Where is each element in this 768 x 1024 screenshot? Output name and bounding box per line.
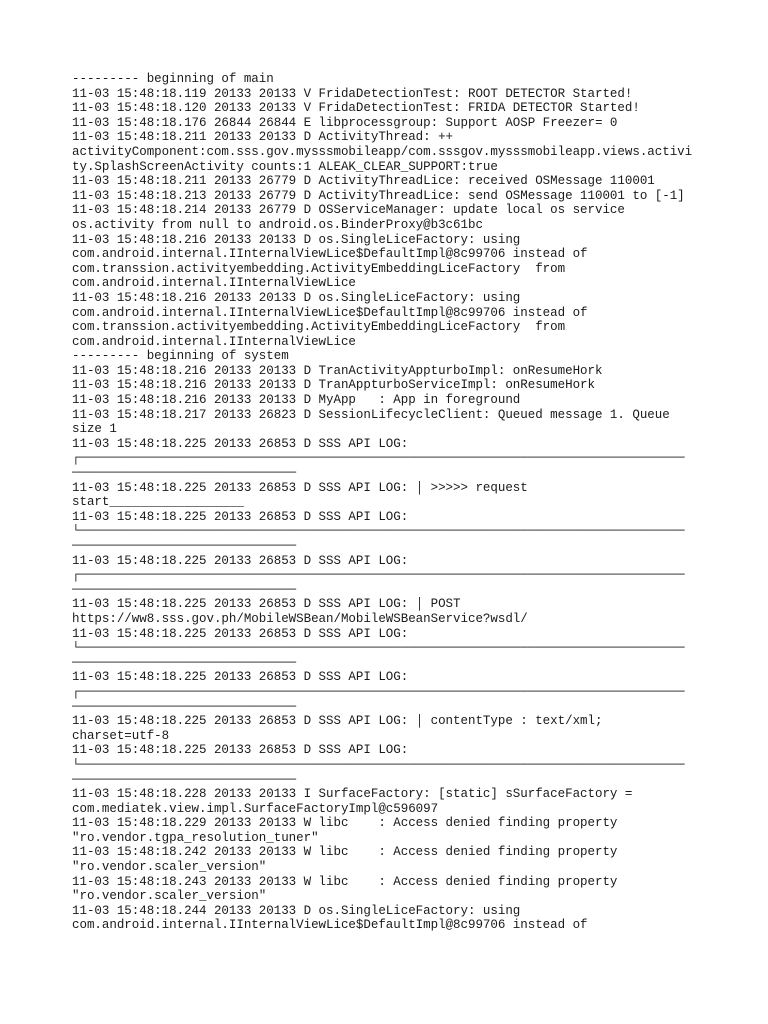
log-line: 11-03 15:48:18.216 20133 20133 D os.SingleLiceFactory: using	[72, 290, 521, 305]
log-line: 11-03 15:48:18.225 20133 26853 D SSS API LOG:	[72, 553, 409, 568]
log-line: com.android.internal.IInternalViewLice	[72, 276, 356, 291]
log-line: 11-03 15:48:18.243 20133 20133 W libc : Access denied finding property	[72, 874, 618, 889]
log-line: 11-03 15:48:18.211 20133 20133 D ActivityThread: ++	[72, 130, 454, 145]
log-line: ty.SplashScreenActivity counts:1 ALEAK_CLEAR_SUPPORT:true	[72, 159, 498, 174]
log-line: 11-03 15:48:18.225 20133 26853 D SSS API LOG:	[72, 436, 409, 451]
log-line: 11-03 15:48:18.119 20133 20133 V FridaDetectionTest: ROOT DETECTOR Started!	[72, 86, 633, 101]
log-line: └─────────────────────────────────────────────────────────────────────────────────	[72, 524, 685, 539]
log-line: ┌─────────────────────────────────────────────────────────────────────────────────	[72, 568, 685, 583]
log-line: 11-03 15:48:18.225 20133 26853 D SSS API LOG: │ >>>>> request	[72, 480, 528, 495]
log-line: com.transsion.activityembedding.ActivityEmbeddingLiceFactory from	[72, 261, 566, 276]
log-line: 11-03 15:48:18.242 20133 20133 W libc : Access denied finding property	[72, 845, 618, 860]
log-line: ──────────────────────────────	[72, 655, 297, 670]
log-line: 11-03 15:48:18.211 20133 26779 D ActivityThreadLice: received OSMessage 110001	[72, 174, 655, 189]
log-line: └─────────────────────────────────────────────────────────────────────────────────	[72, 641, 685, 656]
log-line: charset=utf-8	[72, 728, 170, 743]
log-line: 11-03 15:48:18.120 20133 20133 V FridaDetectionTest: FRIDA DETECTOR Started!	[72, 101, 640, 116]
log-line: 11-03 15:48:18.213 20133 26779 D ActivityThreadLice: send OSMessage 110001 to [-1]	[72, 188, 685, 203]
log-line: 11-03 15:48:18.225 20133 26853 D SSS API LOG:	[72, 670, 409, 685]
log-line: 11-03 15:48:18.244 20133 20133 D os.SingleLiceFactory: using	[72, 903, 521, 918]
log-line: 11-03 15:48:18.229 20133 20133 W libc : Access denied finding property	[72, 816, 618, 831]
log-output	[72, 72, 698, 948]
log-line: 11-03 15:48:18.225 20133 26853 D SSS API LOG:	[72, 509, 409, 524]
log-line: ┌─────────────────────────────────────────────────────────────────────────────────	[72, 451, 685, 466]
log-line: └─────────────────────────────────────────────────────────────────────────────────	[72, 757, 685, 772]
log-line: 11-03 15:48:18.228 20133 20133 I SurfaceFactory: [static] sSurfaceFactory =	[72, 787, 633, 802]
log-line: os.activity from null to android.os.BinderProxy@b3c61bc	[72, 217, 483, 232]
log-line: 11-03 15:48:18.216 20133 20133 D TranAppturboServiceImpl: onResumeHork	[72, 378, 595, 393]
log-line: com.mediatek.view.impl.SurfaceFactoryImpl@c596097	[72, 801, 439, 816]
log-line: "ro.vendor.tgpa_resolution_tuner"	[72, 830, 319, 845]
log-line: com.android.internal.IInternalViewLice$DefaultImpl@8c99706 instead of	[72, 247, 588, 262]
log-line: 11-03 15:48:18.214 20133 26779 D OSServiceManager: update local os service	[72, 203, 625, 218]
log-line: --------- beginning of main	[72, 72, 274, 86]
log-line: ┌─────────────────────────────────────────────────────────────────────────────────	[72, 684, 685, 699]
log-line: 11-03 15:48:18.216 20133 20133 D MyApp : App in foreground	[72, 393, 521, 408]
log-line: ──────────────────────────────	[72, 772, 297, 787]
log-line: ──────────────────────────────	[72, 466, 297, 481]
log-line: 11-03 15:48:18.225 20133 26853 D SSS API LOG:	[72, 626, 409, 641]
log-line: "ro.vendor.scaler_version"	[72, 889, 267, 904]
log-line: https://ww8.sss.gov.ph/MobileWSBean/MobileWSBeanService?wsdl/	[72, 611, 528, 626]
log-line: 11-03 15:48:18.216 20133 20133 D TranActivityAppturboImpl: onResumeHork	[72, 363, 603, 378]
log-line	[72, 933, 698, 948]
log-line: size 1	[72, 422, 117, 437]
log-line: com.android.internal.IInternalViewLice$DefaultImpl@8c99706 instead of	[72, 918, 588, 933]
log-line: ──────────────────────────────	[72, 699, 297, 714]
log-line: 11-03 15:48:18.225 20133 26853 D SSS API LOG: │ POST	[72, 597, 461, 612]
log-line: com.android.internal.IInternalViewLice	[72, 334, 356, 349]
log-line: start__________________	[72, 495, 244, 510]
log-line: "ro.vendor.scaler_version"	[72, 860, 267, 875]
log-line: com.android.internal.IInternalViewLice$DefaultImpl@8c99706 instead of	[72, 305, 588, 320]
log-line: 11-03 15:48:18.225 20133 26853 D SSS API LOG:	[72, 743, 409, 758]
log-line: activityComponent:com.sss.gov.mysssmobileapp/com.sssgov.mysssmobileapp.views.activi	[72, 144, 693, 159]
log-line: 11-03 15:48:18.176 26844 26844 E libprocessgroup: Support AOSP Freezer= 0	[72, 115, 618, 130]
log-line: 11-03 15:48:18.225 20133 26853 D SSS API LOG: │ contentType : text/xml;	[72, 714, 603, 729]
log-line: --------- beginning of system	[72, 349, 289, 364]
log-line: ──────────────────────────────	[72, 582, 297, 597]
log-line: com.transsion.activityembedding.ActivityEmbeddingLiceFactory from	[72, 320, 566, 335]
log-line: ──────────────────────────────	[72, 539, 297, 553]
log-line: 11-03 15:48:18.217 20133 26823 D SessionLifecycleClient: Queued message 1. Queue	[72, 407, 670, 422]
log-line: 11-03 15:48:18.216 20133 20133 D os.SingleLiceFactory: using	[72, 232, 521, 247]
